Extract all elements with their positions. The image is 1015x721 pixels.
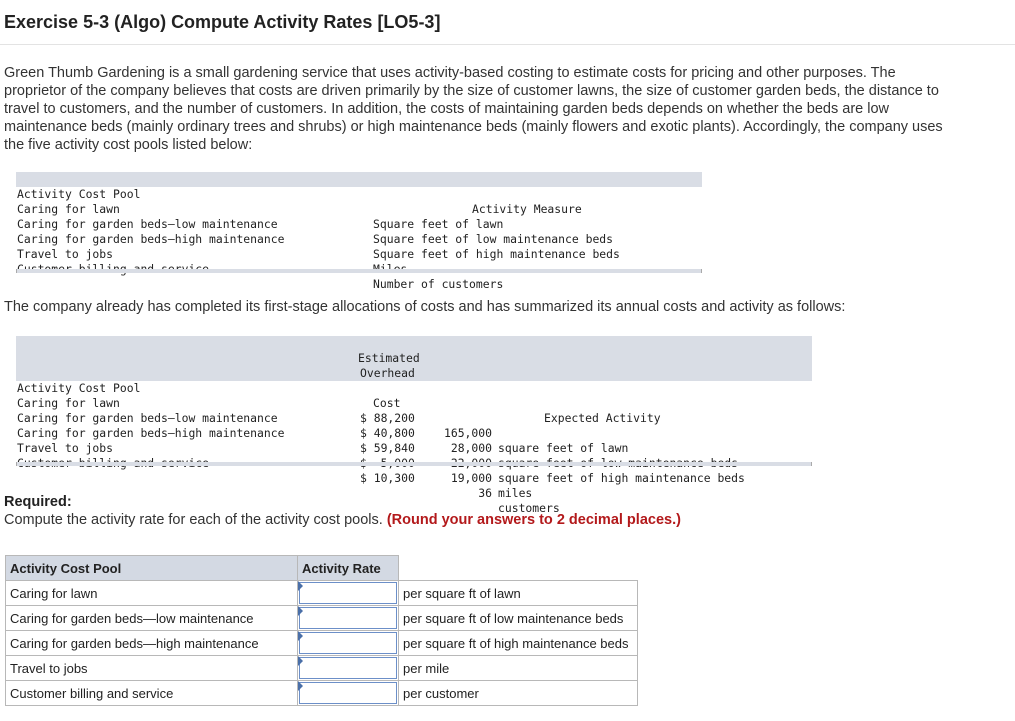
measure-cell: Square feet of lawn <box>373 217 504 231</box>
required-text: Compute the activity rate for each of the activity cost pools. <box>4 512 383 528</box>
activity-rate-input-low-maintenance[interactable] <box>299 607 397 629</box>
required-instructions <box>4 512 681 528</box>
activity-rate-cell <box>298 681 399 706</box>
qty-cell: 19,000 <box>450 471 492 485</box>
answer-row <box>6 656 638 681</box>
unit-cell: customers <box>498 501 560 515</box>
answer-table <box>5 555 638 706</box>
unit-cell: square feet of lawn <box>498 441 629 455</box>
pool-cell: Travel to jobs <box>17 247 114 261</box>
activity-rate-cell <box>298 606 399 631</box>
activity-rate-input-high-maintenance[interactable] <box>299 632 397 654</box>
header-activity-cost-pool: Activity Cost Pool <box>17 187 141 201</box>
header-overhead: Overhead <box>360 366 415 380</box>
cost-cell: $ 10,300 <box>360 471 415 485</box>
table-footer-rule <box>16 269 702 273</box>
header-cost: Cost <box>373 396 401 410</box>
qty-cell: 28,000 <box>450 441 492 455</box>
answer-row <box>6 681 638 706</box>
pool-cell: Caring for garden beds–high maintenance <box>17 232 285 246</box>
activity-rate-cell <box>298 656 399 681</box>
exercise-title: Exercise 5-3 (Algo) Compute Activity Rates [LO5-3] <box>4 12 441 32</box>
activity-rate-input-billing[interactable] <box>299 682 397 704</box>
unit-cell: miles <box>498 486 533 500</box>
header-expected-activity: Expected Activity <box>544 411 661 425</box>
pool-cell: Caring for lawn <box>17 202 120 216</box>
answer-header-row <box>6 556 638 581</box>
activity-measure-table <box>16 172 702 291</box>
input-marker-icon <box>298 681 303 691</box>
header-activity-cost-pool: Activity Cost Pool <box>6 556 298 581</box>
qty-cell: 165,000 <box>443 426 492 440</box>
table-footer-rule <box>16 462 812 466</box>
answer-unit-cell: per mile <box>399 656 638 681</box>
pool-cell: Caring for garden beds–low maintenance <box>17 411 278 425</box>
answer-pool-cell: Caring for garden beds—low maintenance <box>6 606 298 631</box>
input-marker-icon <box>298 631 303 641</box>
measure-cell: Number of customers <box>373 277 504 291</box>
answer-row <box>6 606 638 631</box>
header-activity-measure: Activity Measure <box>472 202 582 216</box>
header-estimated: Estimated <box>358 351 420 365</box>
pool-cell: Caring for lawn <box>17 396 120 410</box>
activity-rate-input-lawn[interactable] <box>299 582 397 604</box>
answer-pool-cell: Travel to jobs <box>6 656 298 681</box>
answer-pool-cell: Customer billing and service <box>6 681 298 706</box>
header-activity-rate: Activity Rate <box>298 556 399 581</box>
cost-cell: $ 88,200 <box>360 411 415 425</box>
measure-cell: Square feet of low maintenance beds <box>373 232 614 246</box>
table-header-band <box>16 172 702 187</box>
required-label: Required: <box>4 494 72 510</box>
input-marker-icon <box>298 606 303 616</box>
rounding-note: (Round your answers to 2 decimal places.) <box>386 512 681 528</box>
answer-unit-cell: per square ft of lawn <box>399 581 638 606</box>
unit-cell: square feet of high maintenance beds <box>498 471 745 485</box>
header-activity-cost-pool: Activity Cost Pool <box>17 381 141 395</box>
cost-cell: $ 40,800 <box>360 426 415 440</box>
pool-cell: Caring for garden beds–high maintenance <box>17 426 285 440</box>
input-marker-icon <box>298 656 303 666</box>
qty-cell: 36 <box>478 486 492 500</box>
cost-cell: $ 59,840 <box>360 441 415 455</box>
answer-pool-cell: Caring for lawn <box>6 581 298 606</box>
intro-paragraph: Green Thumb Gardening is a small gardening service that uses activity-based costing to estimate costs for pricing and other purposes. The proprietor of the company believes that costs are driven primarily by the size of customer lawns, the size of customer garden beds, the distance to travel to customers, and the number of customers. In addition, the costs of maintaining garden beds depends on whether the beds are low maintenance beds (mainly ordinary trees and shrubs) or high maintenance beds (mainly flowers and exotic plants). Accordingly, the company uses the five activity cost pools listed below: <box>4 65 943 153</box>
table-row <box>16 232 114 261</box>
pool-cell: Caring for garden beds–low maintenance <box>17 217 278 231</box>
answer-unit-cell: per customer <box>399 681 638 706</box>
title-divider <box>0 44 1015 45</box>
answer-unit-cell: per square ft of high maintenance beds <box>399 631 638 656</box>
activity-rate-cell <box>298 581 399 606</box>
answer-unit-cell: per square ft of low maintenance beds <box>399 606 638 631</box>
input-marker-icon <box>298 581 303 591</box>
answer-pool-cell: Caring for garden beds—high maintenance <box>6 631 298 656</box>
answer-row <box>6 631 638 656</box>
table-header-row <box>16 336 420 365</box>
header-unit-blank <box>399 556 638 581</box>
pool-cell: Travel to jobs <box>17 441 114 455</box>
summary-paragraph: The company already has completed its first-stage allocations of costs and has summarized its annual costs and activity as follows: <box>4 299 846 315</box>
answer-row <box>6 581 638 606</box>
activity-rate-cell <box>298 631 399 656</box>
measure-cell: Square feet of high maintenance beds <box>373 247 620 261</box>
activity-rate-input-travel[interactable] <box>299 657 397 679</box>
